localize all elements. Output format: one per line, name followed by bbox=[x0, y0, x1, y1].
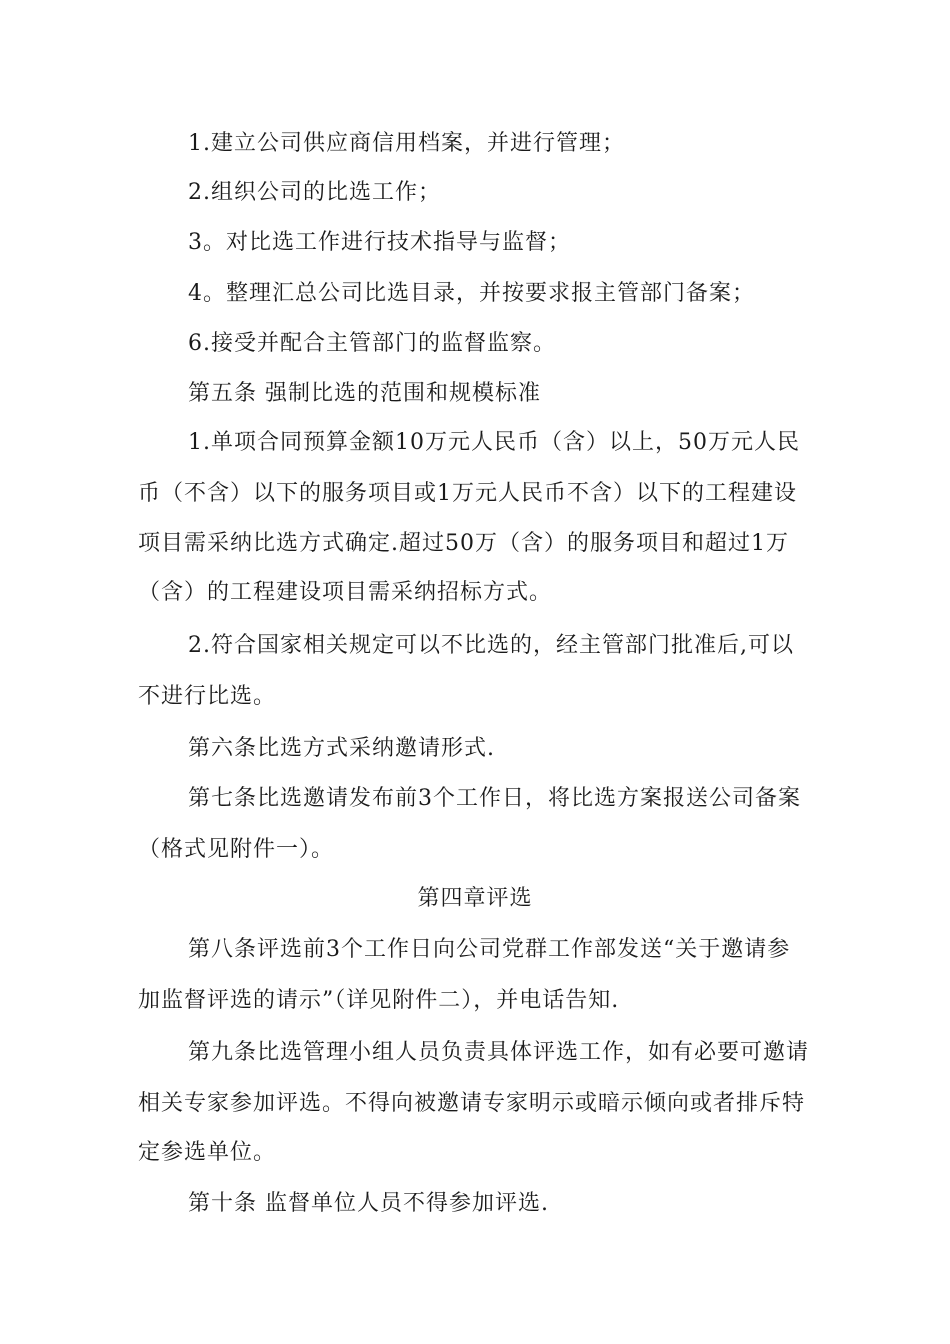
list-item-2: 2.组织公司的比选工作； bbox=[188, 180, 441, 205]
article-10: 第十条 监督单位人员不得参加评选. bbox=[188, 1191, 549, 1216]
paragraph-line: 1.单项合同预算金额10万元人民币（含）以上，50万元人民 bbox=[188, 430, 800, 455]
paragraph-line: 第九条比选管理小组人员负责具体评选工作，如有必要可邀请 bbox=[188, 1040, 810, 1065]
article-6: 第六条比选方式采纳邀请形式. bbox=[188, 736, 495, 761]
paragraph-line: （格式见附件一）。 bbox=[138, 837, 335, 862]
paragraph-line: 币（不含）以下的服务项目或1万元人民币不含）以下的工程建设 bbox=[138, 481, 797, 506]
chapter-heading: 第四章评选 bbox=[417, 886, 533, 911]
paragraph-line: 项目需采纳比选方式确定.超过50万（含）的服务项目和超过1万 bbox=[138, 531, 789, 556]
paragraph-line: 第七条比选邀请发布前3个工作日，将比选方案报送公司备案 bbox=[188, 786, 801, 811]
paragraph-line: （含）的工程建设项目需采纳招标方式。 bbox=[138, 580, 553, 605]
paragraph-line: 加监督评选的请示”（详见附件二），并电话告知. bbox=[138, 988, 620, 1013]
paragraph-line: 第八条评选前3个工作日向公司党群工作部发送“关于邀请参 bbox=[188, 937, 791, 962]
list-item-6: 6.接受并配合主管部门的监督监察。 bbox=[188, 331, 556, 356]
list-item-4: 4。整理汇总公司比选目录，并按要求报主管部门备案； bbox=[188, 281, 755, 306]
paragraph-line: 定参选单位。 bbox=[138, 1140, 277, 1165]
paragraph-line: 相关专家参加评选。不得向被邀请专家明示或暗示倾向或者排斥特 bbox=[138, 1091, 806, 1116]
list-item-1: 1.建立公司供应商信用档案，并进行管理； bbox=[188, 131, 625, 156]
paragraph-line: 2.符合国家相关规定可以不比选的，经主管部门批准后,可以 bbox=[188, 633, 794, 658]
paragraph-line: 不进行比选。 bbox=[138, 684, 277, 709]
article-5-heading: 第五条 强制比选的范围和规模标准 bbox=[188, 381, 541, 406]
list-item-3: 3。对比选工作进行技术指导与监督； bbox=[188, 230, 571, 255]
